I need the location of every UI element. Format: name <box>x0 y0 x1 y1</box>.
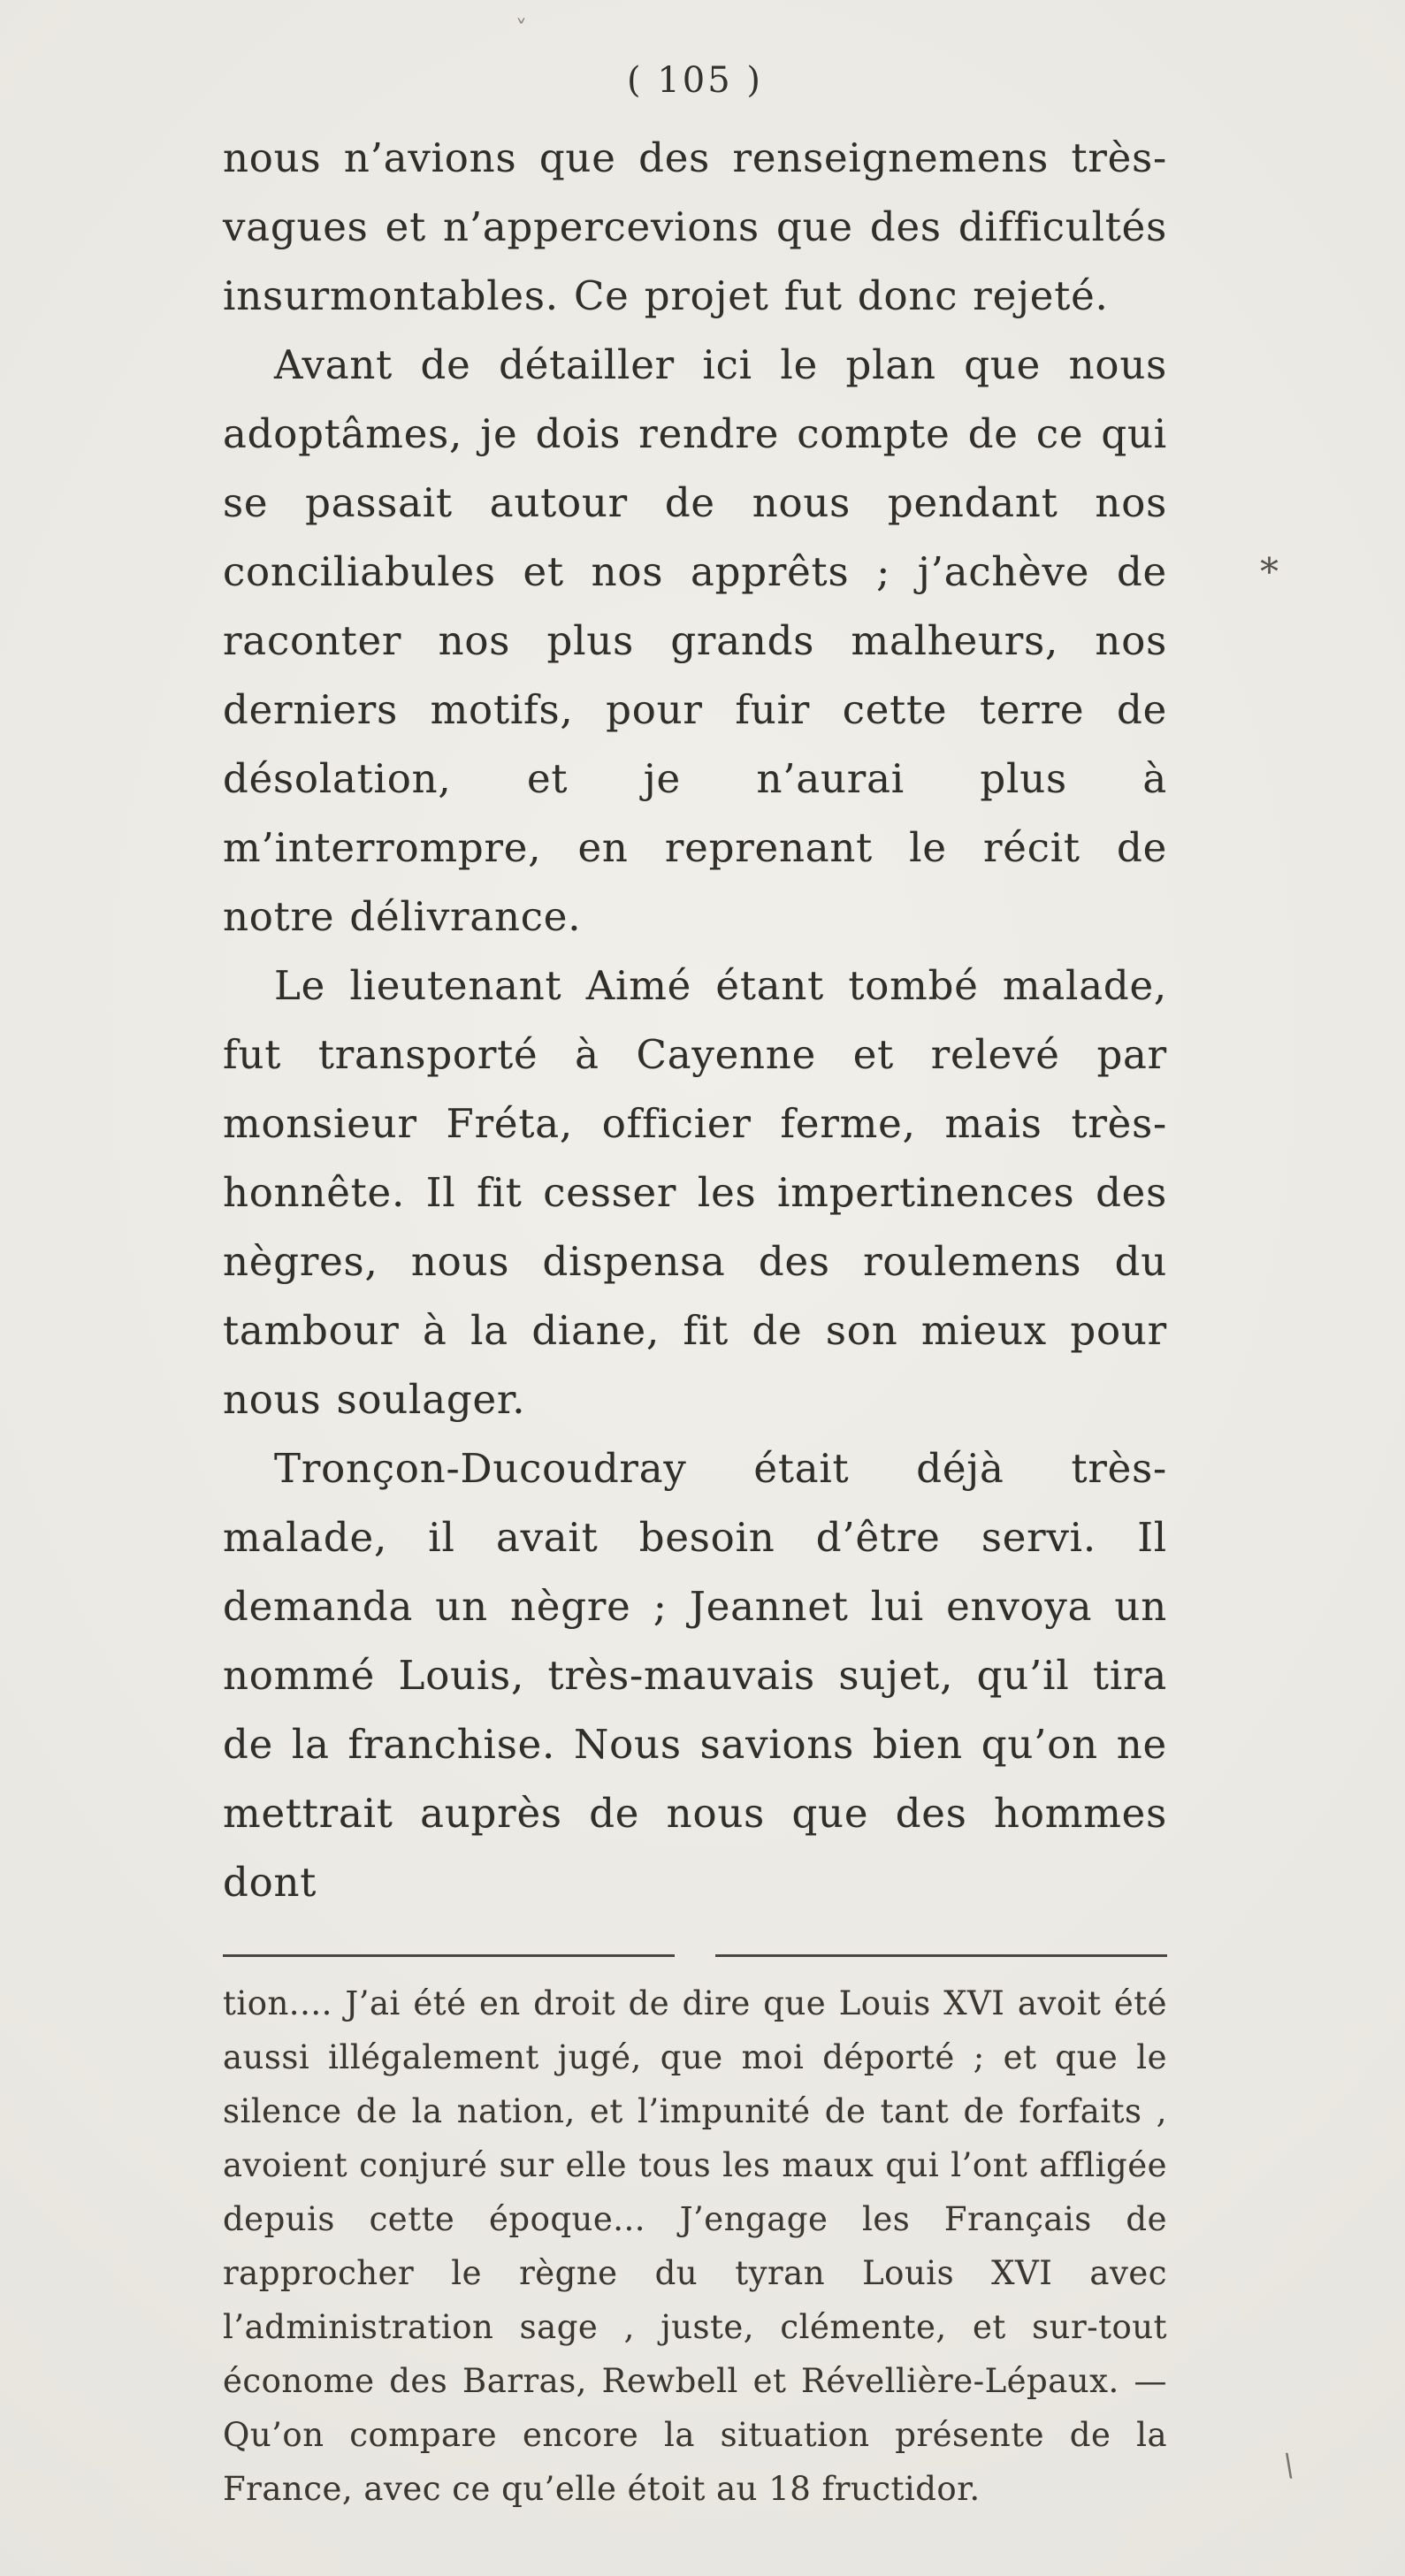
footnote: tion.... J’ai été en droit de dire que Louis XVI avoit été aussi illégalement jugé, que moi déporté ; et que le silence de la nation, et l’impunité de tant de forfaits , avoient conjuré sur elle tous les maux qui l’ont affligée depuis cette époque... J’engage les Français de rapprocher le règne du tyran Louis XVI avec l’administration sage , juste, clémente, et sur-tout économe des Barras, Rewbell et Révellière-Lépaux. — Qu’on compare encore la situation présente de la France, avec ce qu’elle étoit au 18 fructidor. <box>223 1984 1167 2508</box>
footnote-separator <box>223 1954 1167 1957</box>
paragraph: Le lieutenant Aimé étant tombé malade, fut transporté à Cayenne et relevé par monsieur Fréta, officier ferme, mais très-honnête. Il fit cesser les impertinences des nègres, nous dispensa des roulemens du tambour à la diane, fit de son mieux pour nous soulager. <box>223 962 1167 1423</box>
paragraph: Avant de détailler ici le plan que nous adoptâmes, je dois rendre compte de ce qui se passait autour de nous pendant nos conciliabules et nos apprêts ; j’achève de raconter nos plus grands malheurs, nos derniers motifs, pour fuir cette terre de désolation, et je n’aurai plus à m’interrompre, en reprenant le récit de notre délivrance. <box>223 341 1167 940</box>
page-number: ( 105 ) <box>627 60 763 101</box>
main-text <box>223 124 1167 1917</box>
corner-mark: \ <box>1281 2447 1297 2484</box>
separator-line-left <box>223 1954 675 1957</box>
margin-asterisk: * <box>1260 550 1279 593</box>
paragraph: nous n’avions que des renseignemens très-vagues et n’appercevions que des difficultés insurmontables. Ce projet fut donc rejeté. <box>223 134 1167 319</box>
paragraph: Tronçon-Ducoudray était déjà très-malade, il avait besoin d’être servi. Il demanda un nègre ; Jeannet lui envoya un nommé Louis, très-mauvais sujet, qu’il tira de la franchise. Nous savions bien qu’on ne mettrait auprès de nous que des hommes dont <box>223 1445 1167 1906</box>
text-block <box>223 60 1167 2516</box>
separator-line-right <box>715 1954 1167 1957</box>
ink-speck: ˅ <box>515 16 527 42</box>
